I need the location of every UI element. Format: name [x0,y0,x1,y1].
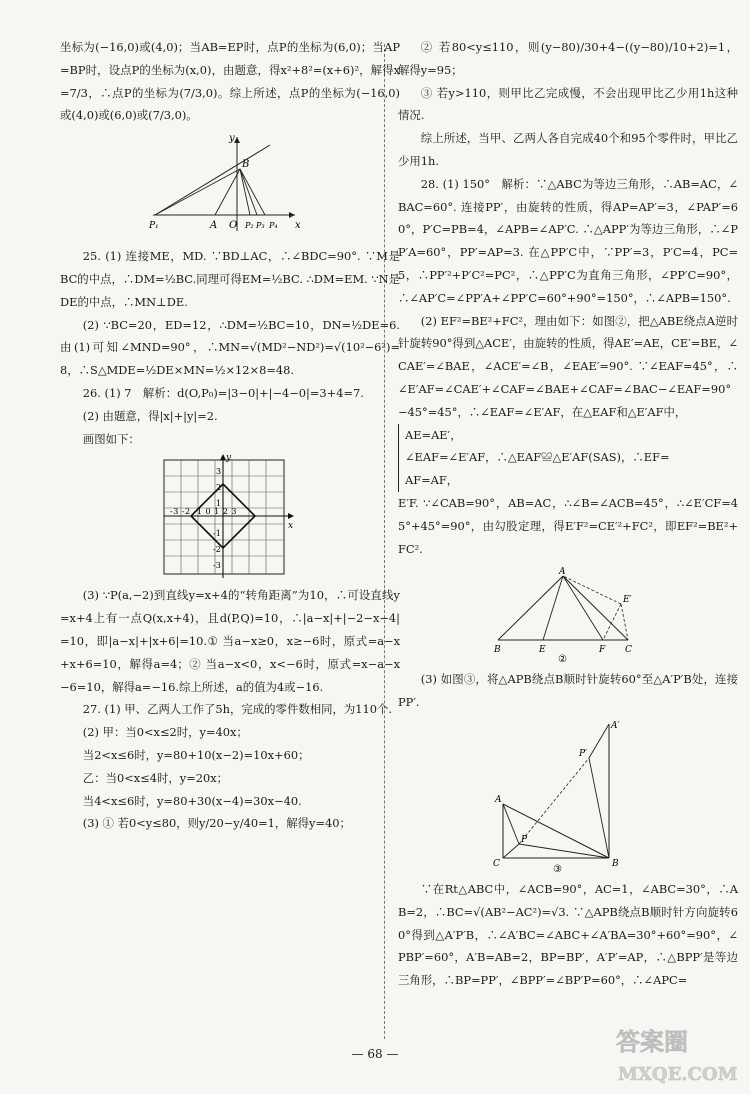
q27-part3-c: ③ 若y>110，则甲比乙完成慢，不会出现甲比乙少用1h这种情况. [398,85,738,123]
right-column [398,36,738,992]
q28-part2: (2) EF²=BE²+FC²，理由如下：如图②，把△ABE绕点A逆时针旋转90°得到△ACE′，由旋转的性质，得AE′=AE，CE′=BE，∠CAE′=∠BAE，∠ACE′=∠B，∠EAE′=90°. ∵∠EAF=45°，∴∠E′AF=∠CAE′+∠CAF=∠BAE+∠CAF=∠BAC−∠EAF=90°−45°=45°，∴∠EAF=∠E′AF，在△EAF和△E′AF中， [398,313,738,419]
q25-part2: (2) ∵BC=20，ED=12，∴DM=½BC=10，DN=½DE=6. 由(1)可知∠MND=90°，∴MN=√(MD²−ND²)=√(10²−6²)=8，∴S△MDE=½DE×MN=½×12×8=48. [60,317,400,378]
q27-part2-a: (2) 甲：当0<x≤2时，y=40x； [82,725,248,740]
fig3-label-E2: E′ [623,595,632,606]
fig1-label-P2: P₂ [245,221,254,231]
fig2-x-label: x [288,521,294,532]
fig1-label-P4: P₄ [269,221,278,231]
fig1-x-label: x [295,220,301,232]
q24-conclusion: 坐标为(−16,0)或(4,0)；当AB=EP时，点P的坐标为(6,0)；当AP=BP时，设点P的坐标为(x,0)，由题意，得x²+8²=(x+6)²，解得x=7/3，∴点P的坐标为(7/3,0)。综上所述，点P的坐标为(−16,0)或(4,0)或(6,0)或(7/3,0)。 [60,40,400,123]
q26-part2: (2) 由题意，得|x|+|y|=2. [82,408,218,423]
fig3-label-E: E [539,645,546,656]
left-column [60,36,400,835]
fig2-x-ticks: -3 -2 -1 0 1 2 3 [170,507,237,517]
q28-brace-line1: AE=AE′， [398,424,738,447]
fig4-label-P: P [521,834,528,845]
fig1-label-P3: P₃ [256,221,265,231]
fig1-label-P1: P₁ [149,221,159,232]
fig3-label-B: B [494,645,501,656]
q26-draw-caption: 画图如下： [82,431,140,446]
fig3-label-F: F [599,645,606,656]
fig2-tick-2: 2 [216,483,222,493]
grid-diamond [160,454,300,580]
q28-brace-line2: ∠EAF=∠E′AF，∴△EAF≌△E′AF(SAS)，∴EF= [398,446,738,469]
q25-part1: 25. (1) 连接ME，MD. ∵BD⊥AC，∴∠BDC=90°. ∵M是BC的中点，∴DM=½BC.同理可得EM=½BC. ∴DM=EM. ∵N是DE的中点，∴MN⊥DE. [60,249,400,309]
fig2-tick-1: 1 [216,499,222,509]
fig2-tick-n2: -2 [213,545,221,555]
page-number: — 68 — [351,1047,399,1061]
watermark-line1: 答案圈 [616,1027,688,1056]
fig1-label-B: B [242,159,250,171]
fig4-number: ③ [553,863,562,874]
fig1-label-O: O [229,220,238,232]
fig4-label-B: B [612,858,619,869]
q28-part3: (3) 如图③，将△APB绕点B顺时针旋转60°至△A′P′B处，连接PP′. [398,672,738,710]
fig4-label-A: A [495,794,502,805]
q27-summary: 综上所述，当甲、乙两人各自完成40个和95个零件时，甲比乙少用1h. [398,131,738,168]
q26-part1: 26. (1) 7 解析：d(O,P₀)=|3−0|+|−4−0|=3+4=7. [82,385,364,400]
fig3-label-A: A [559,567,566,578]
fig4-label-A2: A′ [611,720,620,731]
q26-part3: (3) ∵P(a,−2)到直线y=x+4的“转角距离”为10，∴可设直线y=x+4上有一点Q(x,x+4)，且d(P,Q)=10，∴|a−x|+|−2−x−4|=10，即|a−x|+|x+6|=10.① 当a−x≥0，x≥−6时，原式=a−x+x+6=10，解得a=4；② 当a−x<0，x<−6时，原式=x−a−x−6=10，解得a=−16.综上所述，a的值为4或−16. [60,588,400,694]
q28-part2-b: E′F. ∵∠CAB=90°，AB=AC，∴∠B=∠ACB=45°，∴∠E′CF=45°+45°=90°，由勾股定理，得E′F²=CE′²+FC²，即EF²=BE²+FC². [398,495,738,556]
watermark [612,1022,740,1086]
figure-3 [398,718,738,874]
figure-q26-grid [60,454,400,580]
triangle-figure-2 [488,564,648,664]
q28-part1: 28. (1) 150° 解析：∵△ABC为等边三角形，∴AB=AC，∠BAC=60°. 连接PP′，由旋转的性质，得AP=AP′=3，∠PAP′=60°，P′C=PB=4，∠APB=∠AP′C. ∴△APP′为等边三角形，∴∠PP′A=60°，PP′=AP=3. 在△PP′C中，∵PP′=3，P′C=4，PC=5，∴PP′²+P′C²=PC²，∴△PP′C为直角三角形，∠PP′C=90°，∴∠AP′C=∠PP′A+∠PP′C=60°+90°=150°，∴∠APB=150°. [398,176,738,305]
q28-brace-line3: AF=AF， [398,469,738,492]
fig2-tick-3: 3 [216,467,222,477]
fig4-label-C: C [493,858,500,869]
triangle-figure-3 [483,718,653,874]
q27-part2-b: 当2<x≤6时，y=80+10(x−2)=10x+60； [82,747,310,762]
fig1-y-label: y [229,133,235,145]
fig1-label-A: A [210,220,218,232]
fig2-tick-n3: -3 [213,561,221,571]
watermark-line2: MXQE.COM [618,1064,738,1085]
fig4-label-P2: P′ [579,748,588,759]
fig2-y-label: y [226,454,232,464]
q27-part3-b: ② 若80<y≤110，则(y−80)/30+4−((y−80)/10+2)=1，解得y=95； [398,40,738,77]
q27-part2-d: 当4<x≤6时，y=80+30(x−4)=30x−40. [82,793,302,808]
q27-part1: 27. (1) 甲、乙两人工作了5h，完成的零件数相同，为110个. [82,702,393,717]
figure-q24-graph [60,131,400,241]
graph-p-points [145,131,315,241]
fig3-number: ② [558,654,567,665]
q27-part3-a: (3) ① 若0<y≤80，则y/20−y/40=1，解得y=40； [82,816,351,831]
fig2-tick-n1: -1 [213,529,221,539]
fig3-label-C: C [625,645,632,656]
q27-part2-c: 乙：当0<x≤4时，y=20x； [82,770,229,785]
figure-2 [398,564,738,664]
q28-part3-b: ∵在Rt△ABC中，∠ACB=90°，AC=1，∠ABC=30°，∴AB=2，∴BC=√(AB²−AC²)=√3. ∵△APB绕点B顺时针方向旋转60°得到△A′P′B，∴∠A′BC=∠ABC+∠A′BA=30°+60°=90°，∠PBP′=60°，A′B=AB=2，BP=BP′，A′P′=AP，∴△BPP′是等边三角形，∴BP=PP′，∠BPP′=∠BP′P=60°，∴∠APC= [398,881,738,988]
